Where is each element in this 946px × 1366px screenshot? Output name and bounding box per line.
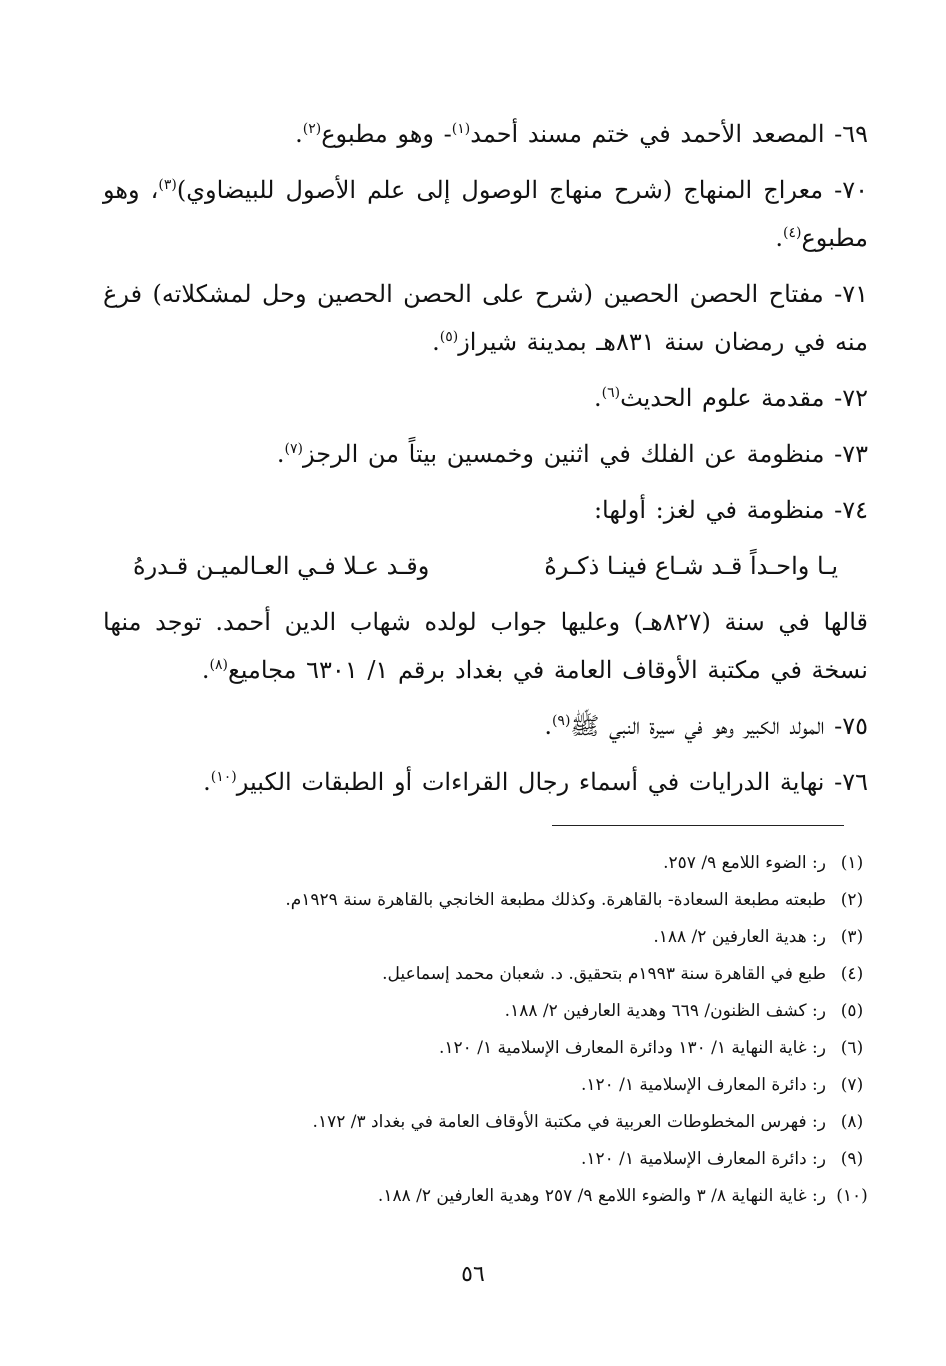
footnotes (188, 845, 878, 1215)
footnote-mark: (٨) (840, 1112, 864, 1132)
entry-72 (103, 374, 868, 422)
footnote-mark: (٣) (840, 927, 864, 947)
footnote-ref: (٦) (601, 385, 621, 401)
entry-end: . (201, 656, 210, 684)
footnote-mark: (٧) (840, 1075, 864, 1095)
entry-70 (103, 166, 868, 262)
footnote-item (188, 1030, 878, 1067)
entry-text: ٦٩- المصعد الأحمد في ختم مسند أحمد (470, 120, 868, 148)
entry-text: ، وهو مطبوع (103, 176, 868, 252)
footnote-text: ر: غاية النهاية ١/ ١٣٠ ودائرة المعارف الإسلامية ١/ ١٢٠. (439, 1038, 826, 1058)
entry-74 (103, 486, 868, 534)
footnote-text: ر: كشف الظنون/ ٦٦٩ وهدية العارفين ٢/ ١٨٨. (504, 1001, 826, 1021)
entry-end: . (775, 224, 784, 252)
footnote-item (188, 956, 878, 993)
entry-text: ٧١- مفتاح الحصن الحصين (شرح على الحصن الحصين وحل لمشكلاته) فرغ منه في رمضان سنة ٨٣١هـ بمدينة شيراز (103, 280, 868, 356)
footnote-ref: (٨) (209, 657, 228, 673)
verse-first-hemistich: يـا واحـداً قـد شـاع فينـا ذكـرهُ (544, 552, 838, 580)
footnote-ref: (١٠) (210, 769, 237, 785)
footnote-mark: (٦) (840, 1038, 864, 1058)
entry-end: . (544, 712, 552, 740)
footnote-text: طبع في القاهرة سنة ١٩٩٣م بتحقيق. د. شعبان محمد إسماعيل. (382, 964, 826, 984)
entry-end: . (203, 768, 211, 796)
footnote-text: ر: فهرس المخطوطات العربية في مكتبة الأوقاف العامة في بغداد ٣/ ١٧٢. (312, 1112, 826, 1132)
main-text (103, 110, 868, 814)
footnote-mark: (٥) (840, 1001, 864, 1021)
footnote-item (188, 1104, 878, 1141)
footnote-mark: (٢) (840, 890, 864, 910)
entry-end: . (593, 384, 602, 412)
footnote-ref: (١) (451, 121, 471, 137)
footnote-ref: (٣) (158, 177, 177, 193)
footnote-item (188, 919, 878, 956)
entry-text: قالها في سنة (٨٢٧هـ) وعليها جواب لولده شهاب الدين أحمد. توجد منها نسخة في مكتبة الأوقاف العامة في بغداد برقم ١/ ٦٣٠١ مجاميع (103, 608, 868, 684)
footnote-text: ر: دائرة المعارف الإسلامية ١/ ١٢٠. (580, 1149, 826, 1169)
footnote-item (188, 1141, 878, 1178)
footnote-divider (552, 825, 844, 826)
footnote-mark: (٩) (840, 1149, 864, 1169)
footnote-mark: (١) (840, 853, 864, 873)
verse-second-hemistich: وقـد عـلا فـي العـالميـن قـدرهُ (133, 552, 430, 580)
entry-75 (103, 702, 868, 750)
entry-text: ٧٣- منظومة عن الفلك في اثنين وخمسين بيتاً من الرجز (302, 440, 868, 468)
footnote-mark: (٤) (840, 964, 864, 984)
entry-71 (103, 270, 868, 366)
entry-text: - وهو مطبوع (321, 120, 452, 148)
footnote-mark: (١٠) (836, 1186, 868, 1206)
footnote-text: ر: هدية العارفين ٢/ ١٨٨. (653, 927, 826, 947)
footnote-text: ر: الضوء اللامع ٩/ ٢٥٧. (663, 853, 826, 873)
footnote-ref: (٤) (783, 225, 802, 241)
entry-text: ٧٢- مقدمة علوم الحديث (620, 384, 868, 412)
entry-69 (103, 110, 868, 158)
footnote-text: ر: دائرة المعارف الإسلامية ١/ ١٢٠. (580, 1075, 826, 1095)
footnote-item (188, 1067, 878, 1104)
entry-text: ٧٠- معراج المنهاج (شرح منهاج الوصول إلى علم الأصول للبيضاوي) (176, 176, 868, 204)
footnote-text: طبعته مطبعة السعادة- بالقاهرة. وكذلك مطبعة الخانجي بالقاهرة سنة ١٩٢٩م. (285, 890, 826, 910)
footnote-item (188, 882, 878, 919)
entry-text: ٧٤- منظومة في لغز: أولها: (593, 496, 868, 524)
footnote-item (188, 993, 878, 1030)
footnote-ref: (٧) (284, 441, 303, 457)
entry-end: . (295, 120, 303, 148)
footnote-ref: (٢) (302, 121, 322, 137)
entry-end: . (276, 440, 285, 468)
footnote-item (188, 1178, 878, 1215)
entry-text: ٧٦- نهاية الدرايات في أسماء رجال القراءات أو الطبقات الكبير (236, 768, 868, 796)
footnote-item (188, 845, 878, 882)
poem-verse (103, 542, 868, 590)
entry-76 (103, 758, 868, 806)
entry-74-description (103, 598, 868, 694)
entry-end: . (432, 328, 440, 356)
footnote-text: ر: غاية النهاية ٨/ ٣ والضوء اللامع ٩/ ٢٥٧ وهدية العارفين ٢/ ١٨٨. (377, 1186, 826, 1206)
page-number: ٥٦ (461, 1262, 485, 1287)
footnote-ref: (٩) (551, 713, 571, 729)
footnote-ref: (٥) (439, 329, 459, 345)
entry-73 (103, 430, 868, 478)
entry-text: ٧٥- المولد الكبير وهو في سيرة النبي ﷺ (570, 712, 868, 740)
